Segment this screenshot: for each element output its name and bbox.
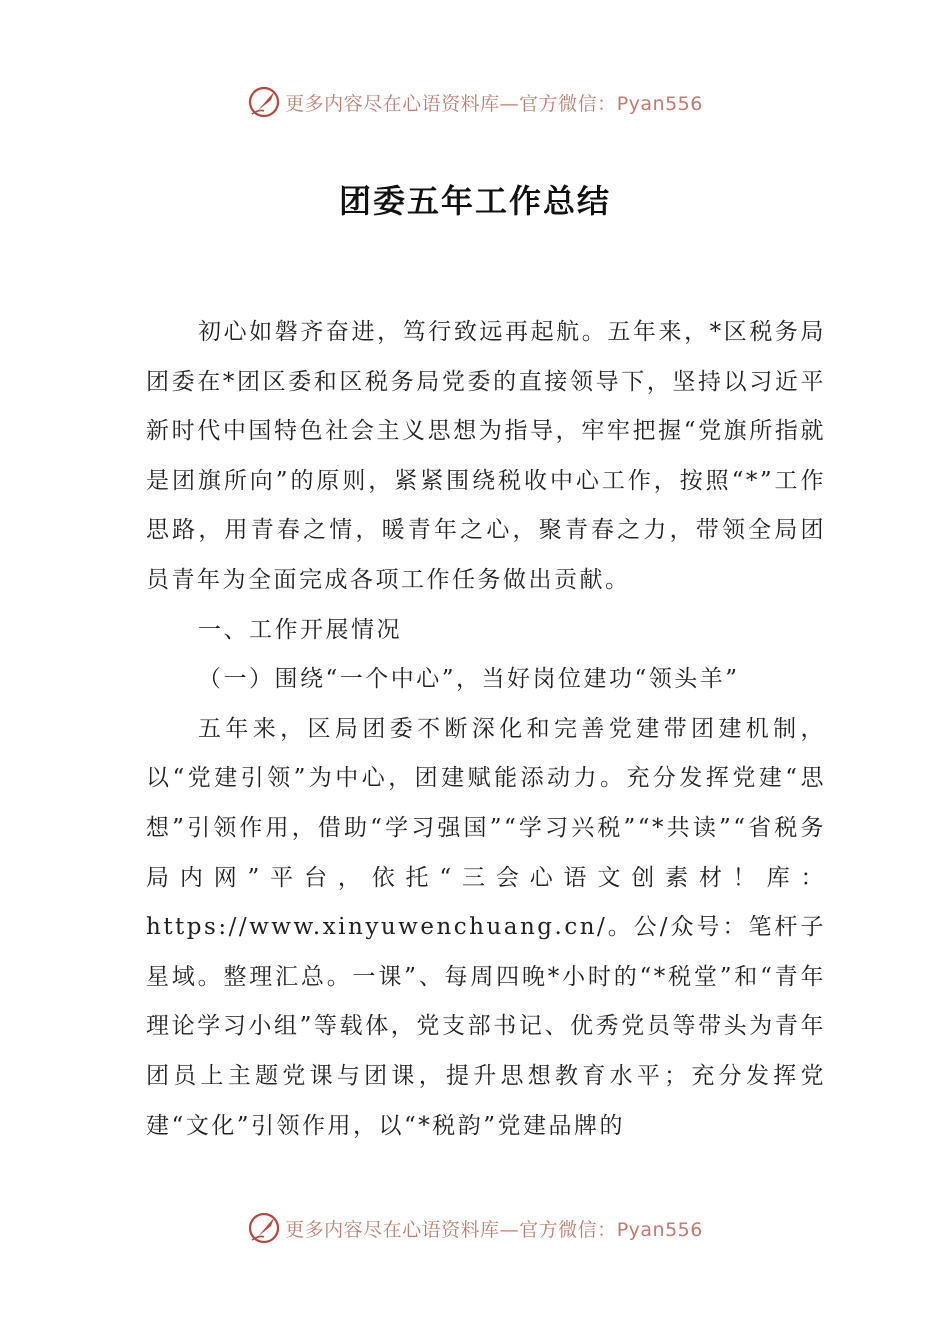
header-banner-id: Pyan556 [616, 92, 703, 115]
section-heading: 一、工作开展情况 [198, 616, 402, 643]
footer-banner-id: Pyan556 [616, 1218, 703, 1241]
header-banner-dash: — [499, 92, 520, 115]
header-banner-text [285, 89, 703, 116]
quill-logo-icon [247, 85, 281, 119]
footer-banner-official: 官方微信： [519, 1218, 617, 1241]
paragraph-intro: 初心如磐齐奋进，笃行致远再起航。五年来，*区税务局团委在*团区委和区税务局党委的直接领导下，坚持以习近平新时代中国特色社会主义思想为指导，牢牢把握“党旗所指就是团旗所向”的原则，紧紧围绕税收中心工作，按照“*”工作思路，用青春之情，暖青年之心，聚青春之力，带领全局团员青年为全面完成各项工作任务做出贡献。 [146, 319, 826, 593]
footer-banner-dash: — [499, 1218, 520, 1241]
document-body [146, 308, 826, 1151]
header-banner [0, 82, 950, 122]
subsection-heading: （一）围绕“一个中心”，当好岗位建功“领头羊” [198, 666, 740, 693]
footer-banner-text [285, 1215, 703, 1242]
document-title: 团委五年工作总结 [338, 182, 611, 220]
footer-banner-main: 更多内容尽在心语资料库 [285, 1218, 500, 1241]
header-banner-official: 官方微信： [519, 92, 617, 115]
paragraph-detail: 五年来，区局团委不断深化和完善党建带团建机制，以“党建引领”为中心，团建赋能添动力。充分发挥党建“思想”引领作用，借助“学习强国”“学习兴税”“*共读”“省税务局内网”平台，依托“三会心语文创素材！库：https://www.xinyuwenchuang.cn/。公/众号：笔杆子星域。整理汇总。一课”、每周四晚*小时的“*税堂”和“青年理论学习小组”等载体，党支部书记、优秀党员等带头为青年团员上主题党课与团课，提升思想教育水平；充分发挥党建“文化”引领作用，以“*税韵”党建品牌的 [146, 715, 826, 1139]
header-banner-main: 更多内容尽在心语资料库 [285, 92, 500, 115]
footer-banner [0, 1208, 950, 1248]
quill-logo-icon [247, 1211, 281, 1245]
